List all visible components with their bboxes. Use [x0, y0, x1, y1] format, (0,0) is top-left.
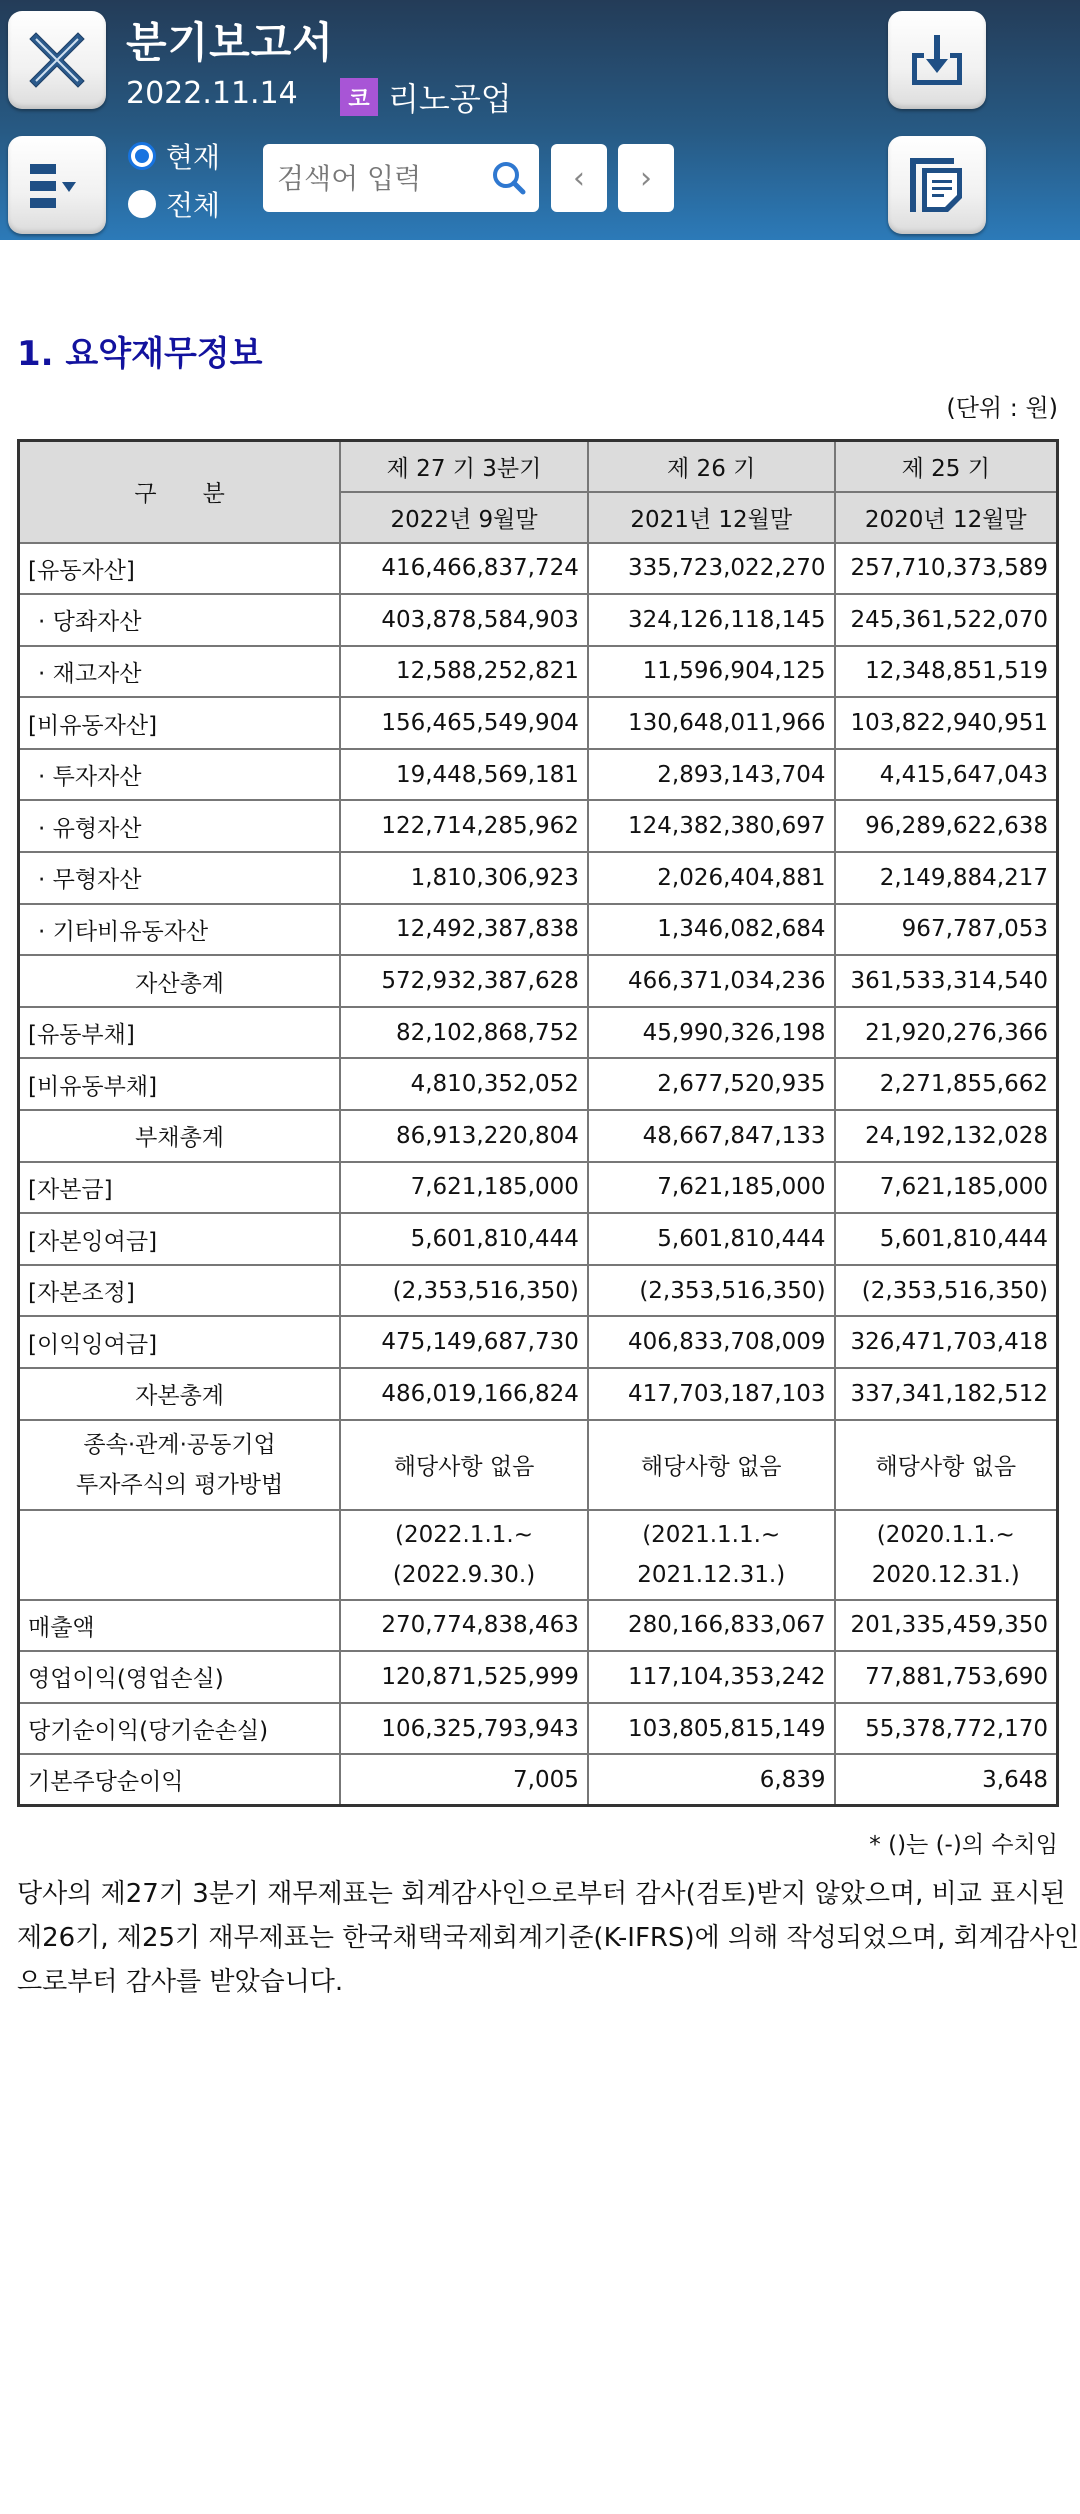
period-date-header: 2022년 9월말	[340, 492, 588, 543]
row-label: [자본잉여금]	[19, 1213, 341, 1265]
row-label: 기본주당순이익	[19, 1754, 341, 1806]
cell-value: 11,596,904,125	[588, 646, 835, 698]
table-row	[19, 543, 1058, 595]
cell-value: 7,621,185,000	[588, 1162, 835, 1214]
radio-all[interactable]	[128, 184, 220, 224]
cell-value: 486,019,166,824	[340, 1368, 588, 1420]
cell-value: 6,839	[588, 1754, 835, 1806]
radio-current-button[interactable]	[128, 142, 156, 170]
download-button[interactable]	[888, 11, 986, 109]
row-label: · 무형자산	[19, 852, 341, 904]
period-header: 제 27 기 3분기	[340, 441, 588, 492]
row-label: · 투자자산	[19, 749, 341, 801]
table-row	[19, 1510, 1058, 1600]
cell-value: 475,149,687,730	[340, 1316, 588, 1368]
cell-value: 245,361,522,070	[835, 594, 1058, 646]
copy-document-button[interactable]	[888, 136, 986, 234]
table-row	[19, 1368, 1058, 1420]
row-label: · 재고자산	[19, 646, 341, 698]
row-label: 부채총계	[19, 1110, 341, 1162]
table-row	[19, 1162, 1058, 1214]
period-date-header: 2020년 12월말	[835, 492, 1058, 543]
table-row	[19, 697, 1058, 749]
cell-value: 1,346,082,684	[588, 904, 835, 956]
cell-value: 86,913,220,804	[340, 1110, 588, 1162]
row-label: [자본금]	[19, 1162, 341, 1214]
cell-value: 406,833,708,009	[588, 1316, 835, 1368]
cell-value: 55,378,772,170	[835, 1703, 1058, 1755]
row-label: [유동부채]	[19, 1007, 341, 1059]
summary-financial-table	[17, 439, 1059, 1807]
cell-value: 361,533,314,540	[835, 955, 1058, 1007]
table-row	[19, 1651, 1058, 1703]
table-row	[19, 800, 1058, 852]
period-header: 제 25 기	[835, 441, 1058, 492]
radio-current-label: 현재	[166, 141, 221, 174]
cell-value: 201,335,459,350	[835, 1600, 1058, 1652]
cell-value: (2,353,516,350)	[340, 1265, 588, 1317]
cell-value: 120,871,525,999	[340, 1651, 588, 1703]
cell-value: 4,415,647,043	[835, 749, 1058, 801]
cell-value: 337,341,182,512	[835, 1368, 1058, 1420]
cell-value: 2,271,855,662	[835, 1058, 1058, 1110]
table-row	[19, 1007, 1058, 1059]
row-label: 종속·관계·공동기업 투자주식의 평가방법	[19, 1420, 341, 1510]
cell-value: 12,588,252,821	[340, 646, 588, 698]
footnote: * ()는 (-)의 수치임	[869, 1832, 1058, 1858]
cell-value: 124,382,380,697	[588, 800, 835, 852]
cell-value: 466,371,034,236	[588, 955, 835, 1007]
row-label: [비유동부채]	[19, 1058, 341, 1110]
period-header: 제 26 기	[588, 441, 835, 492]
row-label: 당기순이익(당기순손실)	[19, 1703, 341, 1755]
row-label: 자본총계	[19, 1368, 341, 1420]
cell-value: 103,805,815,149	[588, 1703, 835, 1755]
row-label	[19, 1510, 341, 1600]
period-date-header: 2021년 12월말	[588, 492, 835, 543]
row-label: 자산총계	[19, 955, 341, 1007]
cell-value: 1,810,306,923	[340, 852, 588, 904]
unit-label: (단위 : 원)	[946, 394, 1058, 422]
table-row	[19, 904, 1058, 956]
cell-value: 7,005	[340, 1754, 588, 1806]
row-label: · 기타비유동자산	[19, 904, 341, 956]
cell-value: 12,492,387,838	[340, 904, 588, 956]
cell-value: 7,621,185,000	[340, 1162, 588, 1214]
chevron-right-icon: ›	[640, 160, 652, 196]
cell-value: 해당사항 없음	[340, 1420, 588, 1510]
row-label: 매출액	[19, 1600, 341, 1652]
cell-value: 324,126,118,145	[588, 594, 835, 646]
row-label: [비유동자산]	[19, 697, 341, 749]
table-row	[19, 1754, 1058, 1806]
row-label: [자본조정]	[19, 1265, 341, 1317]
table-row	[19, 1058, 1058, 1110]
section-title: 1. 요약재무정보	[17, 334, 263, 374]
download-icon	[902, 25, 972, 95]
cell-value: 967,787,053	[835, 904, 1058, 956]
table-row	[19, 646, 1058, 698]
company-name: 리노공업	[388, 80, 512, 118]
table-row	[19, 852, 1058, 904]
cell-value: 5,601,810,444	[835, 1213, 1058, 1265]
cell-value: 77,881,753,690	[835, 1651, 1058, 1703]
cell-value: 106,325,793,943	[340, 1703, 588, 1755]
cell-value: 2,677,520,935	[588, 1058, 835, 1110]
close-button[interactable]	[8, 11, 106, 109]
cell-value: 117,104,353,242	[588, 1651, 835, 1703]
cell-value: 103,822,940,951	[835, 697, 1058, 749]
row-label: · 유형자산	[19, 800, 341, 852]
table-row	[19, 1265, 1058, 1317]
chevron-left-icon: ‹	[573, 160, 585, 196]
toc-menu-button[interactable]	[8, 136, 106, 234]
cell-value: 130,648,011,966	[588, 697, 835, 749]
cell-period-range: (2021.1.1.~ 2021.12.31.)	[588, 1510, 835, 1600]
cell-period-range: (2020.1.1.~ 2020.12.31.)	[835, 1510, 1058, 1600]
close-icon	[22, 25, 92, 95]
search-input[interactable]	[277, 162, 477, 195]
prev-result-button[interactable]	[551, 144, 607, 212]
cell-value: 21,920,276,366	[835, 1007, 1058, 1059]
cell-value: 45,990,326,198	[588, 1007, 835, 1059]
table-row	[19, 1110, 1058, 1162]
cell-value: 4,810,352,052	[340, 1058, 588, 1110]
toc-menu-icon	[22, 150, 92, 220]
cell-value: 48,667,847,133	[588, 1110, 835, 1162]
cell-value: 417,703,187,103	[588, 1368, 835, 1420]
search-box[interactable]	[263, 144, 539, 212]
cell-value: 2,149,884,217	[835, 852, 1058, 904]
table-row	[19, 955, 1058, 1007]
cell-value: (2,353,516,350)	[588, 1265, 835, 1317]
cell-value: 3,648	[835, 1754, 1058, 1806]
cell-value: 19,448,569,181	[340, 749, 588, 801]
cell-value: 403,878,584,903	[340, 594, 588, 646]
cell-value: 7,621,185,000	[835, 1162, 1058, 1214]
cell-value: 326,471,703,418	[835, 1316, 1058, 1368]
cell-value: 156,465,549,904	[340, 697, 588, 749]
radio-all-button[interactable]	[128, 190, 156, 218]
cell-value: 122,714,285,962	[340, 800, 588, 852]
table-row	[19, 1316, 1058, 1368]
cell-value: 5,601,810,444	[340, 1213, 588, 1265]
cell-value: 335,723,022,270	[588, 543, 835, 595]
cell-value: 2,893,143,704	[588, 749, 835, 801]
cell-value: 270,774,838,463	[340, 1600, 588, 1652]
row-label: 영업이익(영업손실)	[19, 1651, 341, 1703]
cell-value: 572,932,387,628	[340, 955, 588, 1007]
cell-value: 82,102,868,752	[340, 1007, 588, 1059]
cell-value: 해당사항 없음	[835, 1420, 1058, 1510]
cell-value: (2,353,516,350)	[835, 1265, 1058, 1317]
cell-value: 280,166,833,067	[588, 1600, 835, 1652]
row-label: [유동자산]	[19, 543, 341, 595]
table-row	[19, 1213, 1058, 1265]
cell-period-range: (2022.1.1.~ (2022.9.30.)	[340, 1510, 588, 1600]
copy-document-icon	[902, 150, 972, 220]
table-row	[19, 1703, 1058, 1755]
report-title: 분기보고서	[126, 18, 334, 67]
row-label: [이익잉여금]	[19, 1316, 341, 1368]
report-date: 2022.11.14	[126, 76, 298, 111]
cell-value: 5,601,810,444	[588, 1213, 835, 1265]
table-row	[19, 1600, 1058, 1652]
cell-value: 2,026,404,881	[588, 852, 835, 904]
cell-value: 해당사항 없음	[588, 1420, 835, 1510]
next-result-button[interactable]	[618, 144, 674, 212]
cell-value: 257,710,373,589	[835, 543, 1058, 595]
radio-current[interactable]	[128, 136, 220, 176]
radio-all-label: 전체	[166, 189, 221, 222]
search-icon[interactable]	[491, 160, 527, 200]
cell-value: 96,289,622,638	[835, 800, 1058, 852]
table-row	[19, 749, 1058, 801]
category-header: 구 분	[19, 441, 341, 543]
cell-value: 416,466,837,724	[340, 543, 588, 595]
table-row	[19, 1420, 1058, 1510]
row-label: · 당좌자산	[19, 594, 341, 646]
app-header	[0, 0, 1080, 240]
cell-value: 24,192,132,028	[835, 1110, 1058, 1162]
market-badge: 코	[340, 78, 378, 116]
table-row	[19, 594, 1058, 646]
cell-value: 12,348,851,519	[835, 646, 1058, 698]
audit-paragraph: 당사의 제27기 3분기 재무제표는 회계감사인으로부터 감사(검토)받지 않았으며, 비교 표시된 제26기, 제25기 재무제표는 한국채택국제회계기준(K-IFRS)에 의해 작성되었으며, 회계감사인으로부터 감사를 받았습니다.	[17, 1879, 1080, 1997]
